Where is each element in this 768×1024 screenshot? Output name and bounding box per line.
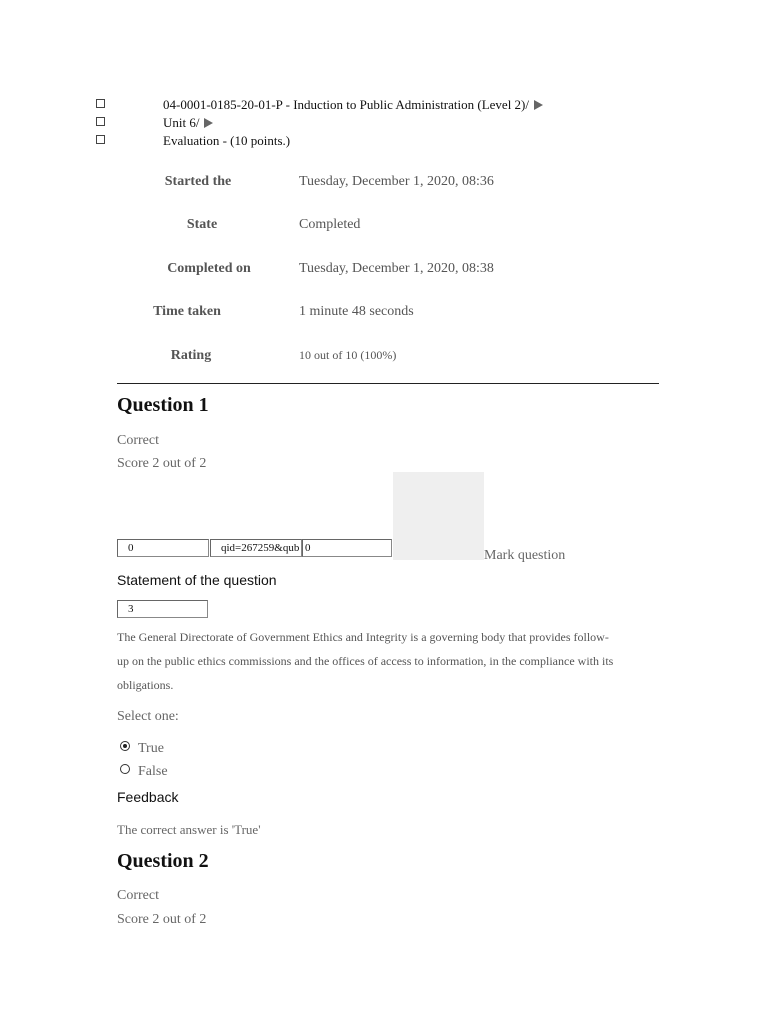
question-heading: Question 2 bbox=[117, 850, 209, 872]
summary-label-rating: Rating bbox=[170, 348, 212, 363]
statement-heading: Statement of the question bbox=[117, 572, 277, 588]
summary-label-completed: Completed on bbox=[167, 261, 251, 276]
hidden-field-flagged[interactable] bbox=[302, 539, 392, 557]
summary-value-completed: Tuesday, December 1, 2020, 08:38 bbox=[299, 261, 494, 276]
question-status: Correct bbox=[117, 888, 159, 903]
statement-field[interactable] bbox=[117, 600, 208, 618]
summary-value-rating: 10 out of 10 (100%) bbox=[299, 348, 397, 362]
breadcrumb-item-unit[interactable] bbox=[163, 115, 213, 131]
breadcrumb-item-label[interactable]: 04-0001-0185-20-01-P - Induction to Public Administration (Level 2)/ bbox=[163, 97, 529, 112]
select-one-label: Select one: bbox=[117, 709, 179, 724]
question-heading: Question 1 bbox=[117, 394, 209, 416]
bullet-icon bbox=[96, 99, 105, 108]
triangle-right-icon bbox=[534, 100, 543, 110]
hidden-field-sequence[interactable] bbox=[117, 539, 209, 557]
breadcrumb-item-evaluation[interactable] bbox=[163, 133, 290, 149]
mark-question-link[interactable]: Mark question bbox=[484, 548, 566, 563]
divider bbox=[117, 383, 659, 384]
question-score: Score 2 out of 2 bbox=[117, 912, 207, 927]
feedback-text: The correct answer is 'True' bbox=[117, 822, 261, 837]
radio-true[interactable] bbox=[120, 741, 130, 751]
radio-label-false[interactable]: False bbox=[138, 764, 168, 779]
radio-label-true[interactable]: True bbox=[138, 741, 164, 756]
question-score: Score 2 out of 2 bbox=[117, 456, 207, 471]
breadcrumb-item-label[interactable]: Evaluation - (10 points.) bbox=[163, 133, 291, 148]
bullet-icon bbox=[96, 135, 105, 144]
hidden-field-qid[interactable] bbox=[210, 539, 302, 557]
summary-value-started: Tuesday, December 1, 2020, 08:36 bbox=[299, 174, 494, 189]
triangle-right-icon bbox=[204, 118, 213, 128]
bullet-icon bbox=[96, 117, 105, 126]
breadcrumb-item-course[interactable] bbox=[163, 97, 543, 113]
summary-label-started: Started the bbox=[164, 174, 232, 189]
question-status: Correct bbox=[117, 433, 159, 448]
summary-label-time-taken: Time taken bbox=[153, 304, 221, 319]
radio-false[interactable] bbox=[120, 764, 130, 774]
summary-value-time-taken: 1 minute 48 seconds bbox=[299, 304, 414, 319]
question-text: The General Directorate of Government Ethics and Integrity is a governing body that provides follow-up on the public ethics commissions and the offices of access to information, in the compliance with its obligations. bbox=[117, 630, 614, 692]
feedback-heading: Feedback bbox=[117, 789, 179, 805]
flag-question-image[interactable] bbox=[393, 472, 484, 560]
breadcrumb-item-label[interactable]: Unit 6/ bbox=[163, 115, 200, 130]
summary-value-state: Completed bbox=[299, 217, 361, 232]
summary-label-state: State bbox=[186, 217, 218, 232]
